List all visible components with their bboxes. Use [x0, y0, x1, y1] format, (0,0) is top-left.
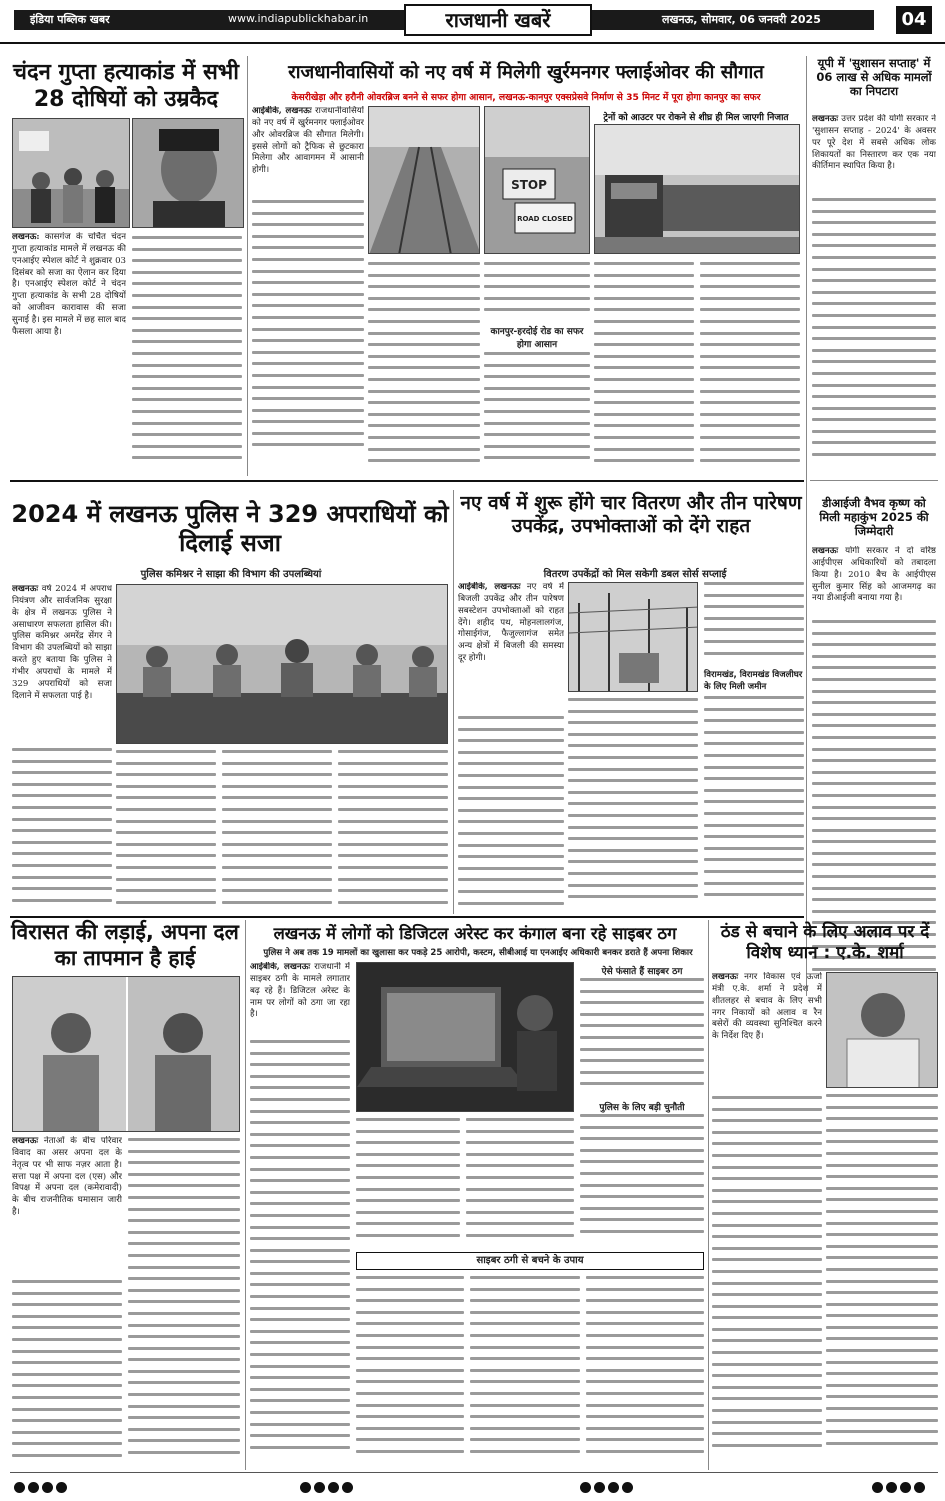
police-lines-col2: [116, 750, 216, 910]
cyber-tips-col2: [470, 1276, 580, 1468]
laptop-illustration: [357, 963, 574, 1112]
power-lines-col1: [458, 716, 564, 910]
substation-photo: [568, 582, 698, 692]
train-illustration: [595, 125, 800, 254]
cyber-subhead: पुलिस ने अब तक 19 मामलों का खुलासा कर पकड़े 25 आरोपी, कस्टम, सीबीआई या एनआईए अधिकारी बनकर डराते हैं अपना शिकार: [263, 948, 693, 958]
divider: [245, 920, 246, 1470]
cold-headline: ठंड से बचाने के लिए अलाव पर दें विशेष ध्यान : ए.के. शर्मा: [720, 922, 930, 963]
road-closed-photo: [484, 106, 590, 254]
footer-marks-mid-right: [580, 1478, 636, 1492]
police-subhead: पुलिस कमिश्नर ने साझा की विभाग की उपलब्धियां: [140, 569, 322, 580]
minister-photo: [826, 972, 938, 1088]
power-lines-col2: [568, 698, 698, 910]
flyover-lead: राजधानीवासियों को नए वर्ष में खुर्रमनगर फ्लाईओवर और ओवरब्रिज की सौगात मिलेगी। इससे लोगों को ट्रैफिक से छुटकारा मिलेगा और आवागमन में आसानी होगी।: [252, 106, 364, 176]
paper-url[interactable]: www.indiapublickhabar.in: [228, 12, 369, 25]
police-lead: वर्ष 2024 में अपराध नियंत्रण और सार्वजनिक सुरक्षा के क्षेत्र में लखनऊ पुलिस ने असाधारण सफलता हासिल की। पुलिस कमिश्नर अमरेंद्र सेंगर ने विभाग की उपलब्धियों को साझा करते हुए बताया कि पुलिस ने गंभीर अपराधों के मामले में 329 अपराधियों को सजा दिलाने में सफलता पाई है।: [12, 584, 112, 701]
cyber-tips-col3: [586, 1276, 704, 1468]
up-lead: उत्तर प्रदेश की योगी सरकार ने 'सुशासन सप्ताह - 2024' के अवसर पर पूरे देश में सबसे अधिक लोक शिकायतों का निस्तारण कर एक नया कीर्तिमान स्थापित किया है।: [812, 114, 936, 172]
power-lines-col3b: [704, 696, 804, 910]
up-lines: [812, 198, 936, 474]
cyber-lines-col1: [250, 1040, 350, 1468]
cold-lines-col2: [826, 1094, 938, 1468]
police-dateline: लखनऊः: [12, 584, 39, 594]
chandan-body-col2: [132, 236, 242, 472]
crowd-illustration: [13, 119, 130, 228]
up-headline: यूपी में 'सुशासन सप्ताह' में 06 लाख से अधिक मामलों का निपटारा: [816, 56, 932, 99]
footer-marks-right: [872, 1478, 928, 1492]
cyber-tips-head: साइबर ठगी से बचने के उपाय: [476, 1255, 584, 1266]
row-divider: [810, 480, 938, 481]
cyber-headline: लखनऊ में लोगों को डिजिटल अरेस्ट कर कंगाल बना रहे साइबर ठग: [273, 924, 677, 943]
power-body-col1: [458, 582, 564, 712]
cyber-body-col1: [250, 962, 350, 1032]
cold-body-col1: [712, 972, 822, 1092]
train-photo-caption: ट्रेनों को आउटर पर रोकने से शीघ्र ही मिल जाएगी निजात: [603, 113, 789, 123]
cyber-lines-col4a: [580, 978, 704, 1098]
dig-lead: योगी सरकार ने दो वरिष्ठ आईपीएस अधिकारियों को तबादला किया है। 2010 बैच के आईपीएस सुनील कुमार सिंह को आजमगढ़ का नया डीआईजी बनाया गया है।: [812, 546, 936, 604]
flyover-lines-col4: [594, 262, 694, 474]
flyover-subhead: केसरीखेड़ा और हरौनी ओवरब्रिज बनने से सफर होगा आसान, लखनऊ-कानपुर एक्सप्रेसवे निर्माण से 35 मिनट में पूरा होगा कानपुर का सफर: [291, 92, 761, 103]
power-dateline: आईबीके, लखनऊः: [458, 582, 521, 592]
cyber-inner-head-2: पुलिस के लिए बड़ी चुनौती: [599, 1103, 685, 1113]
flyover-lines-col3a: [484, 262, 590, 322]
issue-date: लखनऊ, सोमवार, 06 जनवरी 2025: [662, 13, 821, 26]
cyber-lead: राजधानी में साइबर ठगी के मामले लगातार बढ़ रहे हैं। डिजिटल अरेस्ट के नाम पर लोगों को ठगा जा रहा है।: [250, 962, 350, 1020]
courtroom-photo: [12, 118, 130, 228]
cyber-lines-col2: [356, 1118, 460, 1248]
section-title: राजधानी खबरें: [404, 4, 592, 36]
train-photo: [594, 124, 800, 254]
footer-marks-left: [14, 1478, 70, 1492]
up-body: [812, 114, 936, 194]
row-divider: [10, 480, 804, 482]
chandan-body-col1: [12, 232, 126, 472]
minister-illustration: [827, 973, 938, 1088]
cold-dateline: लखनऊः: [712, 972, 739, 982]
flyover-dateline: आईबीके, लखनऊः: [252, 106, 312, 116]
cold-lines-col1: [712, 1096, 822, 1468]
chandan-dateline: लखनऊ:: [12, 232, 40, 242]
cyber-tips-box: [356, 1252, 704, 1270]
stop-sign-text: STOP: [511, 178, 547, 192]
page-number: 04: [896, 6, 932, 34]
dig-headline: डीआईजी वैभव कृष्ण को मिली महाकुंभ 2025 की जिम्मेदारी: [819, 496, 929, 539]
railway-track-photo: [368, 106, 480, 254]
flyover-headline: राजधानीवासियों को नए वर्ष में मिलेगी खुर्रमनगर फ्लाईओवर की सौगात: [288, 62, 764, 83]
portrait-illustration: [133, 119, 244, 228]
hacker-photo: [356, 962, 574, 1112]
cyber-lines-col3: [466, 1118, 574, 1248]
road-closed-text: ROAD CLOSED: [517, 215, 573, 223]
police-body-col1: [12, 584, 112, 744]
divider: [806, 56, 807, 996]
divider: [247, 56, 248, 476]
flyover-lines-col3b: [484, 352, 590, 474]
cyber-tips-col1: [356, 1276, 464, 1468]
virasat-headline: विरासत की लड़ाई, अपना दल का तापमान है हाई: [11, 920, 239, 970]
virasat-body-col1: [12, 1136, 122, 1276]
cyber-inner-head: ऐसे फंसाते हैं साइबर ठग: [601, 967, 683, 977]
flyover-lines-col1: [252, 200, 364, 474]
footer-rule: [10, 1472, 938, 1473]
dig-dateline: लखनऊः: [812, 546, 839, 556]
virasat-dateline: लखनऊः: [12, 1136, 39, 1146]
virasat-lines-col1: [12, 1280, 122, 1468]
police-headline: 2024 में लखनऊ पुलिस ने 329 अपराधियों को दिलाई सजा: [11, 500, 449, 558]
virasat-lead: नेताओं के बीच परिवार विवाद का असर अपना दल के नेतृत्व पर भी साफ नज़र आता है। सत्ता पक्ष में अपना दल (एस) और विपक्ष में अपना दल (कमेरावादी) के बीच राजनीतिक घमासान जारी है।: [12, 1136, 122, 1218]
sign-illustration: [485, 107, 590, 254]
power-lead: नए वर्ष में बिजली उपकेंद्र और तीन पारेषण सबस्टेशन उपभोक्ताओं को राहत देंगे। शहीद पथ, मोहनलालगंज, गोसाईगंज, फैजुल्लागंज समेत अन्य क्षेत्रों में बिजली की समस्या दूर होगी।: [458, 582, 564, 664]
power-headline: नए वर्ष में शुरू होंगे चार वितरण और तीन पारेषण उपकेंद्र, उपभोक्ताओं को देंगे राहत: [460, 492, 802, 538]
paper-name: इंडिया पब्लिक खबर: [30, 13, 110, 26]
police-press-photo: [116, 584, 448, 744]
politicians-illustration: [13, 977, 240, 1132]
footer-marks-mid-left: [300, 1478, 356, 1492]
politicians-photo: [12, 976, 240, 1132]
divider: [708, 920, 709, 1470]
divider: [453, 490, 454, 914]
track-illustration: [369, 107, 480, 254]
police-lines-col4: [338, 750, 448, 910]
cyber-lines-col4b: [580, 1114, 704, 1248]
row-divider: [10, 916, 804, 918]
page-header: [0, 0, 945, 44]
power-lines-col3a: [704, 582, 804, 666]
flyover-box-head: कानपुर-हरदोई रोड का सफर होगा आसान: [490, 327, 584, 350]
up-dateline: लखनऊः: [812, 114, 839, 124]
flyover-lines-col2: [368, 262, 480, 474]
chandan-headline: चंदन गुप्ता हत्याकांड में सभी 28 दोषियों को उम्रकैद: [13, 60, 239, 112]
cold-lead: नगर विकास एवं ऊर्जा मंत्री ए.के. शर्मा ने प्रदेश में शीतलहर से बचाव के लिए सभी नगर निकायों को अलाव व रैन बसेरों की व्यवस्था सुनिश्चित करने के निर्देश दिए हैं।: [712, 972, 822, 1042]
substation-illustration: [569, 583, 698, 692]
press-conference-illustration: [117, 585, 448, 744]
portrait-photo: [132, 118, 244, 228]
cyber-dateline: आईबीके, लखनऊः: [250, 962, 311, 972]
flyover-lines-col5: [700, 262, 800, 474]
virasat-lines-col2: [128, 1138, 240, 1468]
dig-body: [812, 546, 936, 616]
power-subhead: वितरण उपकेंद्रों को मिल सकेगी डबल सोर्स सप्लाई: [543, 569, 727, 580]
chandan-lead: कासगंज के चर्चित चंदन गुप्ता हत्याकांड मामले में लखनऊ की एनआईए स्पेशल कोर्ट ने शुक्रवार 03 दिसंबर को सजा का ऐलान कर दिया है। एनआईए स्पेशल कोर्ट ने चंदन गुप्ता हत्याकांड के सभी 28 दोषियों को आजीवन कारावास की सजा सुनाई है। इस मामले में छह साल बाद फैसला आया है।: [12, 232, 126, 337]
police-lines-col3: [222, 750, 332, 910]
police-lines-col1: [12, 748, 112, 910]
power-box-head: विरामखंड, विरामखंड विजलीघर के लिए मिली जमीन: [704, 670, 803, 692]
